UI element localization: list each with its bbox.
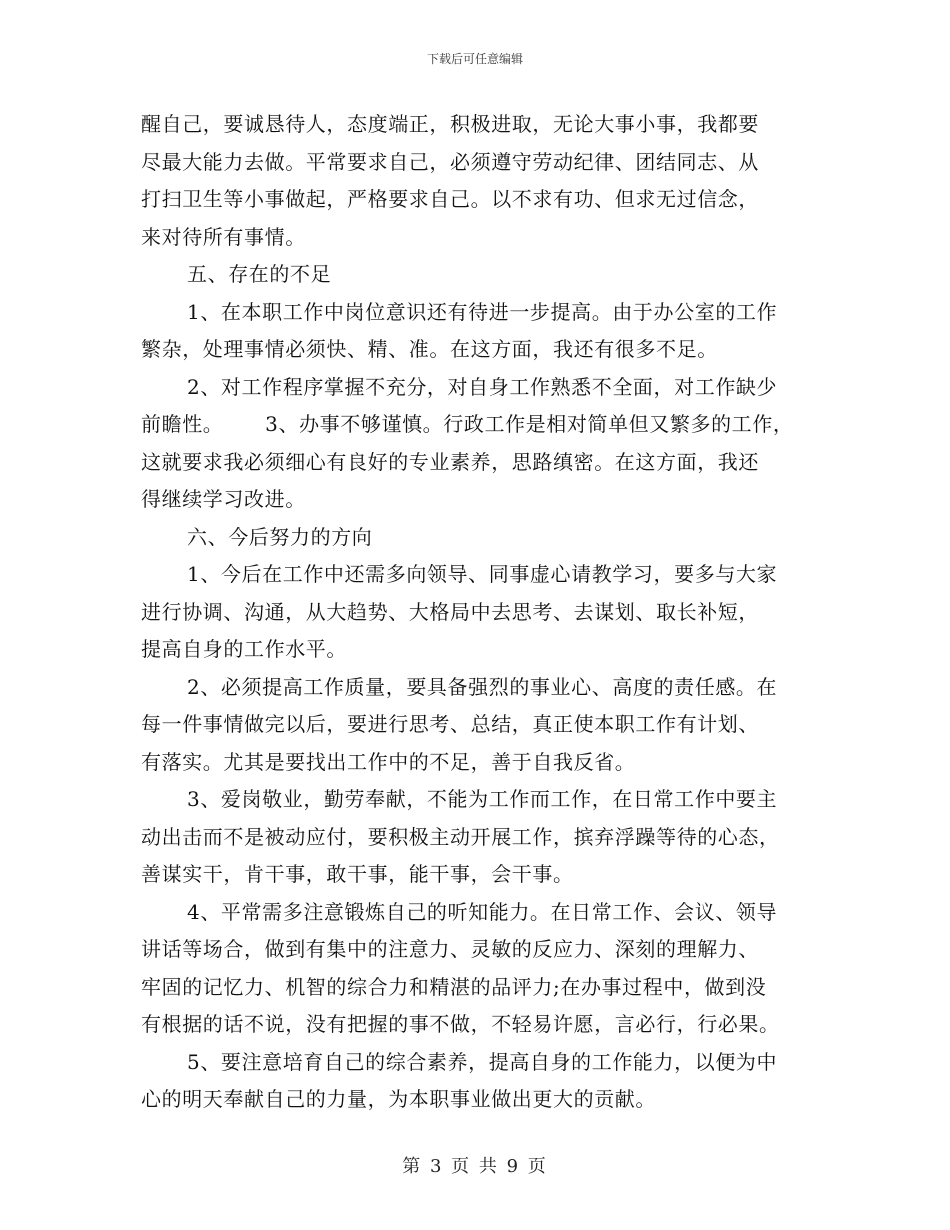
- page-header: 下载后可任意编辑: [426, 52, 523, 66]
- text-line: 打扫卫生等小事做起，严格要求自己。以不求有功、但求无过信念，: [141, 187, 759, 211]
- text-line: 有根据的话不说，没有把握的事不做，不轻易许愿，言必行，行必果。: [141, 1012, 780, 1036]
- page-number: 第 3 页 共 9 页: [402, 1156, 548, 1177]
- section-heading: 六、今后努力的方向: [187, 524, 373, 549]
- text-line: 牢固的记忆力、机智的综合力和精湛的品评力;在办事过程中，做到没: [141, 974, 767, 999]
- section-heading: 五、存在的不足: [187, 262, 332, 286]
- text-line: 尽最大能力去做。平常要求自己，必须遵守劳动纪律、团结同志、从: [141, 149, 759, 174]
- text-line: 2、必须提高工作质量，要具备强烈的事业心、高度的责任感。在: [187, 674, 778, 699]
- text-line: 提高自身的工作水平。: [141, 637, 347, 661]
- text-line: 有落实。尤其是要找出工作中的不足，善于自我反省。: [141, 749, 636, 774]
- text-line: 善谋实干，肯干事，敢干事，能干事，会干事。: [141, 862, 574, 886]
- text-line: 繁杂，处理事情必须快、精、准。在这方面，我还有很多不足。: [141, 337, 718, 361]
- text-line: 醒自己，要诚恳待人，态度端正，积极进取，无论大事小事，我都要: [141, 112, 759, 136]
- text-line: 动出击而不是被动应付，要积极主动开展工作，摈弃浮躁等待的心态，: [141, 824, 780, 849]
- text-line: 心的明天奉献自己的力量，为本职事业做出更大的贡献。: [141, 1087, 656, 1111]
- text-line: 5、要注意培育自己的综合素养，提高自身的工作能力，以便为中: [187, 1049, 778, 1074]
- text-line: 来对待所有事情。: [141, 224, 306, 249]
- text-line: 3、爱岗敬业，勤劳奉献，不能为工作而工作，在日常工作中要主: [187, 787, 778, 811]
- text-line: 4、平常需多注意锻炼自己的听知能力。在日常工作、会议、领导: [187, 899, 778, 924]
- text-line: 得继续学习改进。: [141, 487, 306, 511]
- text-line: 1、今后在工作中还需多向领导、同事虚心请教学习，要多与大家: [187, 562, 778, 586]
- text-line: 前瞻性。 3、办事不够谨慎。行政工作是相对简单但又繁多的工作，: [141, 412, 794, 436]
- text-line: 1、在本职工作中岗位意识还有待进一步提高。由于办公室的工作: [187, 299, 778, 324]
- text-line: 进行协调、沟通，从大趋势、大格局中去思考、去谋划、取长补短，: [141, 599, 759, 624]
- text-line: 每一件事情做完以后，要进行思考、总结，真正使本职工作有计划、: [141, 712, 759, 736]
- document-body: [141, 106, 821, 1119]
- text-line: 这就要求我必须细心有良好的专业素养，思路缜密。在这方面，我还: [141, 449, 759, 474]
- text-line: 讲话等场合，做到有集中的注意力、灵敏的反应力、深刻的理解力、: [141, 937, 759, 961]
- text-line: 2、对工作程序掌握不充分，对自身工作熟悉不全面，对工作缺少: [187, 374, 778, 399]
